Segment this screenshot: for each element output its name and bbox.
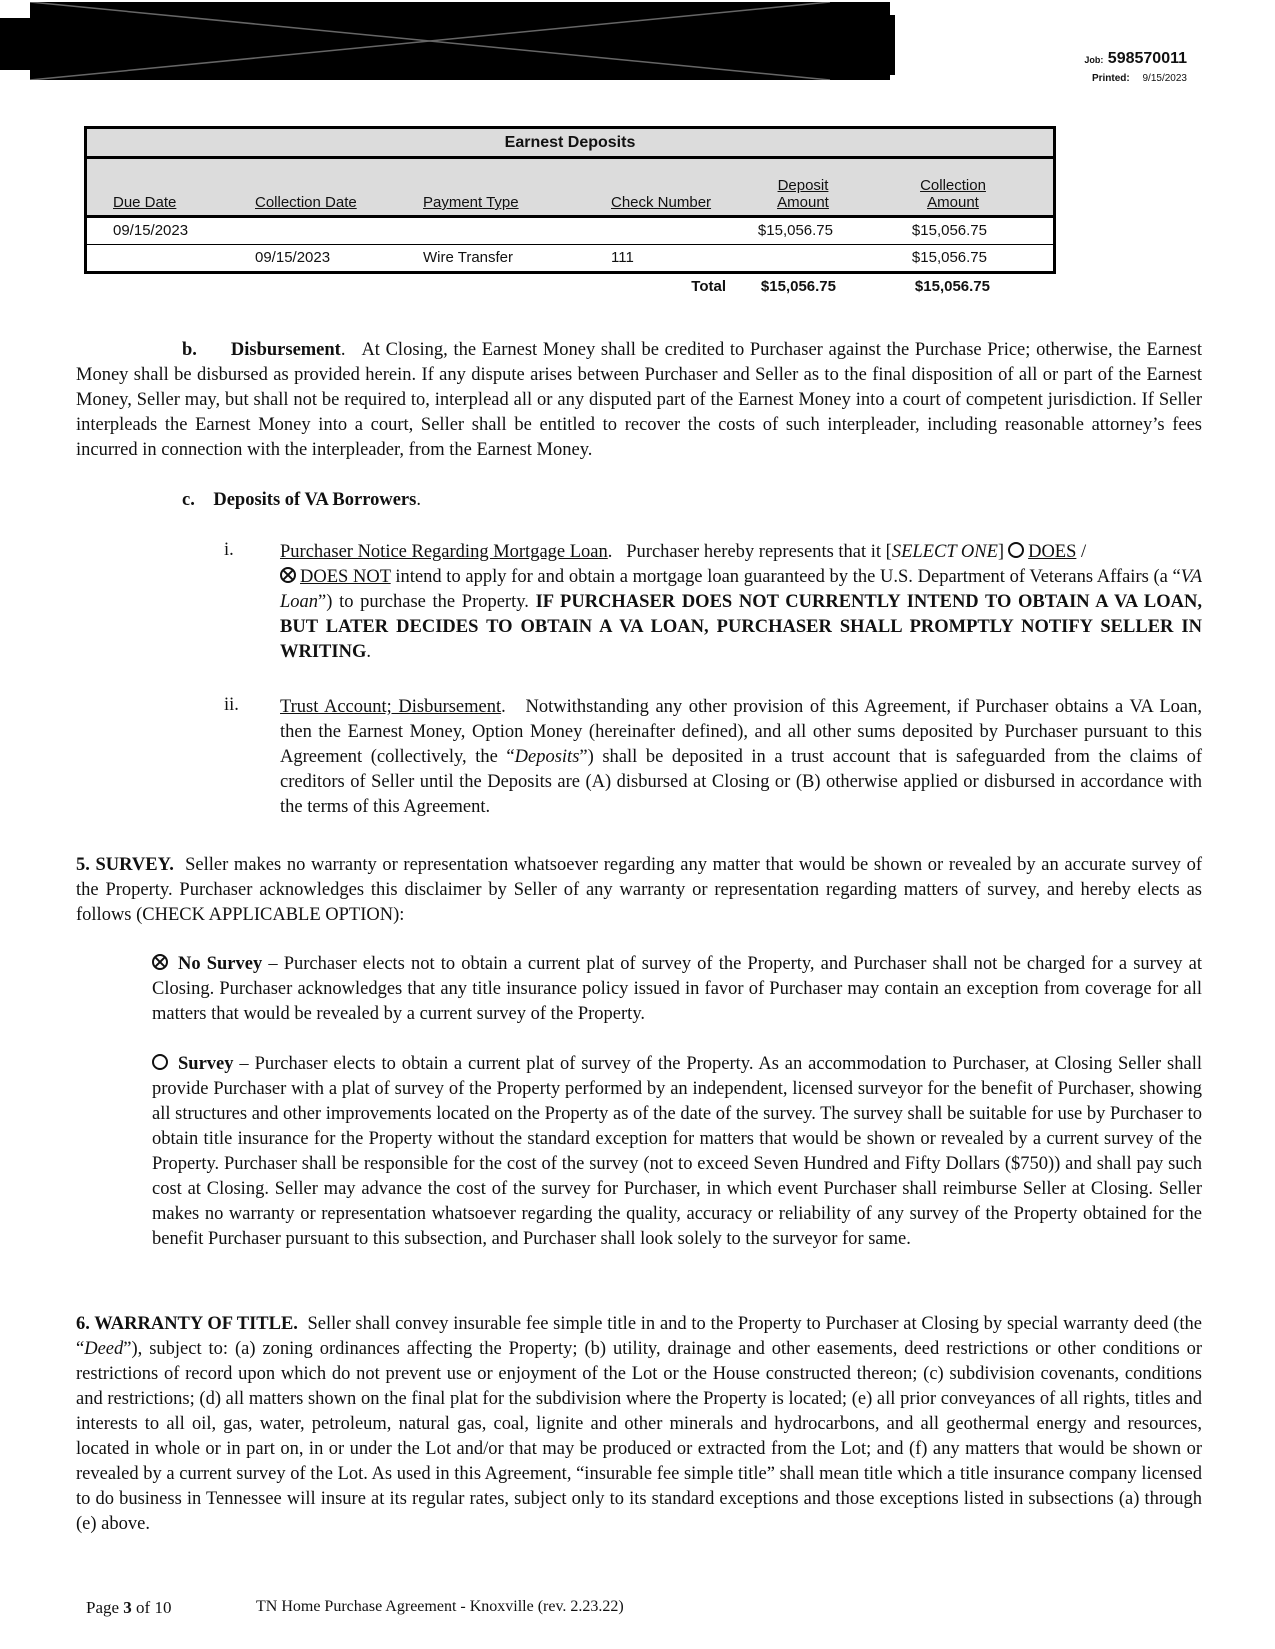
option-survey <box>152 1052 1202 1252</box>
table-row <box>87 218 1053 244</box>
option-does-not: DOES NOT <box>300 567 391 587</box>
col-due-date: Due Date <box>113 194 177 211</box>
section-5-text: Seller makes no warranty or representation whatsoever regarding any matter that would be shown or revealed by an accurate survey of the Property. Purchaser acknowledges this disclaimer by Seller of any warranty or representation regarding matters of survey, and hereby elects as follows (CHECK APPLICABLE OPTION): <box>76 855 1202 925</box>
col-check-number: Check Number <box>611 194 712 211</box>
item-ii-number: ii. <box>224 695 239 715</box>
item-ii-trust-account: Trust Account; Disbursement. Notwithstanding any other provision of this Agreement, if Purchaser obtains a VA Loan, then the Earnest Money, Option Money (hereinafter defined), and all other sums deposited by Purchaser pursuant to this Agreement (collectively, the “Deposits”) shall be deposited in a trust account that is safeguarded from the claims of creditors of Seller until the Deposits are (A) disbursed at Closing or (B) otherwise applied or disbursed in accordance with the terms of this Agreement. <box>280 697 1203 817</box>
total-collection: $15,056.75 <box>914 278 990 295</box>
section-b-letter: b. <box>182 340 197 360</box>
table-title: Earnest Deposits <box>87 129 1053 159</box>
item-i-text-b: intend to apply for and obtain a mortgage loan guaranteed by the U.S. Department of Veterans Affairs (a “ <box>395 567 1181 587</box>
item-i-text-c: ”) to purchase the Property. <box>318 592 536 612</box>
printed-label: Printed: <box>1091 73 1130 84</box>
page-current: 3 <box>123 1598 132 1617</box>
section-5-heading: 5. SURVEY. <box>76 855 174 875</box>
option-no-survey <box>152 952 1202 1027</box>
section-c-title: Deposits of VA Borrowers <box>213 490 417 510</box>
section-6-heading: 6. WARRANTY OF TITLE. <box>76 1314 298 1334</box>
no-survey-label: No Survey <box>178 954 263 974</box>
item-i-heading: Purchaser Notice Regarding Mortgage Loan <box>280 542 608 562</box>
job-label: Job: <box>1084 55 1104 65</box>
page-suffix: of 10 <box>131 1598 172 1617</box>
cell-collection-amount: $15,056.75 <box>911 249 987 266</box>
survey-label: Survey <box>178 1054 234 1074</box>
radio-does-not-checked-icon[interactable] <box>280 567 296 583</box>
section-b-heading: Disbursement <box>230 340 341 360</box>
item-ii-text-b: ”) shall be deposited in a trust account that is safeguarded from the claims of creditors of Seller until the Deposits are (A) disbursed at Closing or (B) otherwise applied or disbursed in accordance with the terms of this Agreement. <box>280 747 1202 817</box>
doc-title-footer: TN Home Purchase Agreement - Knoxville (rev. 2.23.22) <box>256 1598 624 1615</box>
printed-value: 9/15/2023 <box>1142 73 1187 84</box>
table-total-row <box>84 274 1056 302</box>
page-number <box>86 1598 171 1618</box>
item-i-va-notice: Purchaser Notice Regarding Mortgage Loan. Purchaser hereby represents that it [SELECT ONE] DOES / DOES NOT intend to apply for and obtain a mortgage loan guaranteed by the U.S. Department of Veterans Affairs (a “VA Loan”) to purchase the Property. IF PURCHASER DOES NOT CURRENTLY INTEND TO OBTAIN A VA LOAN, BUT LATER DECIDES TO OBTAIN A VA LOAN, PURCHASER SHALL PROMPTLY NOTIFY SELLER IN WRITING. <box>280 542 1202 662</box>
section-6-text: Seller shall convey insurable fee simple title in and to the Property to Purchaser at Closing by special warranty deed (the “ <box>76 1314 1203 1359</box>
table-header <box>87 159 1053 218</box>
va-loan-term: VA Loan <box>280 567 1202 612</box>
cell-collection-date: 09/15/2023 <box>255 249 331 266</box>
cell-due-date: 09/15/2023 <box>113 222 189 239</box>
select-one-label: SELECT ONE <box>891 542 998 562</box>
section-c-letter: c. <box>182 490 195 510</box>
printed-date <box>1092 73 1187 84</box>
no-survey-text: – Purchaser elects not to obtain a current plat of survey of the Property, and Purchaser shall not be charged for a survey at Closing. Purchaser acknowledges that any title insurance policy issued in favor of Purchaser may contain an exception from coverage for all matters that would be revealed by a current survey of the Property. <box>152 954 1202 1024</box>
item-i-text: Purchaser hereby represents that it [ <box>626 542 892 562</box>
cell-check-number: 111 <box>611 249 634 266</box>
section-c-heading: c. Deposits of VA Borrowers. <box>182 490 421 510</box>
no-survey-checked-icon[interactable] <box>152 954 168 970</box>
job-number <box>1084 50 1187 68</box>
earnest-deposits-table <box>84 126 1056 302</box>
deed-term: Deed <box>84 1339 124 1359</box>
option-does: DOES <box>1028 542 1077 562</box>
col-payment-type: Payment Type <box>423 194 519 211</box>
item-ii-heading: Trust Account; Disbursement <box>280 697 502 717</box>
deposits-term: Deposits <box>514 747 580 767</box>
col-deposit-amount: Deposit Amount <box>777 177 829 211</box>
item-ii-text: Notwithstanding any other provision of this Agreement, if Purchaser obtains a VA Loan, then the Earnest Money, Option Money (hereinafter defined), and all other sums deposited by Purchaser pursuant to this Agreement (collectively, the “ <box>280 697 1203 767</box>
survey-text: – Purchaser elects to obtain a current plat of survey of the Property. As an accommodation to Purchaser, at Closing Seller shall provide Purchaser with a plat of survey of the Property performed by an independent, licensed surveyor for the benefit of Purchaser, showing all structures and other improvements located on the Property as of the date of the survey. The survey shall be suitable for use by Purchaser to obtain title insurance for the Property without the standard exception for matters that would be shown or revealed by a current survey of the Property. Purchaser shall be responsible for the cost of the survey (not to exceed Seven Hundred and Fifty Dollars ($750)) and shall pay such cost at Closing. Seller may advance the cost of the survey for Purchaser, in which event Purchaser shall reimburse Seller at Closing. Seller makes no warranty or representation whatsoever regarding the quality, accuracy or reliability of any survey of the Property obtained for the benefit Purchaser pursuant to this subsection, and Purchaser shall look solely to the surveyor for same. <box>152 1054 1203 1249</box>
cell-deposit-amount: $15,056.75 <box>757 222 833 239</box>
section-5-survey <box>76 853 1202 928</box>
section-6-warranty <box>76 1312 1202 1537</box>
total-label: Total <box>691 278 726 295</box>
cell-collection-amount: $15,056.75 <box>911 222 987 239</box>
col-collection-date: Collection Date <box>255 194 357 211</box>
redaction-cross-icon <box>30 2 890 80</box>
page-prefix: Page <box>86 1598 124 1617</box>
section-b-text: At Closing, the Earnest Money shall be credited to Purchaser against the Purchase Price; otherwise, the Earnest Money shall be disbursed as provided herein. If any dispute arises between Purchaser and Seller as to the final disposition of all or part of the Earnest Money, Seller may, but shall not be required to, interplead all or any disputed part of the Earnest Money into a court of competent jurisdiction. If Seller interpleads the Earnest Money into a court, Seller shall be entitled to recover the costs of such interpleader, including reasonable attorney’s fees incurred in connection with the interpleader, from the Earnest Money. <box>76 340 1203 460</box>
cell-payment-type: Wire Transfer <box>423 249 514 266</box>
section-b-disbursement: b. Disbursement. At Closing, the Earnest Money shall be credited to Purchaser against the Purchase Price; otherwise, the Earnest Money shall be disbursed as provided herein. If any dispute arises between Purchaser and Seller as to the final disposition of all or part of the Earnest Money, Seller may, but shall not be required to, interplead all or any disputed part of the Earnest Money into a court of competent jurisdiction. If Seller interpleads the Earnest Money into a court, Seller shall be entitled to recover the costs of such interpleader, including reasonable attorney’s fees incurred in connection with the interpleader, from the Earnest Money. <box>76 340 1203 460</box>
job-value: 598570011 <box>1107 50 1187 67</box>
col-collection-amount: Collection Amount <box>920 177 986 211</box>
va-bold-notice: IF PURCHASER DOES NOT CURRENTLY INTEND TO OBTAIN A VA LOAN, BUT LATER DECIDES TO OBTAIN A VA LOAN, PURCHASER SHALL PROMPTLY NOTIFY SELLER IN WRITING <box>280 592 1202 662</box>
item-i-number: i. <box>224 540 234 560</box>
table-row <box>87 244 1053 271</box>
radio-does-icon[interactable] <box>1008 542 1024 558</box>
total-deposit: $15,056.75 <box>760 278 836 295</box>
survey-radio-icon[interactable] <box>152 1054 168 1070</box>
section-6-text-b: ”), subject to: (a) zoning ordinances affecting the Property; (b) utility, drainage and other easements, deed restrictions or other conditions or restrictions of record upon which do not prevent use or enjoyment of the Lot or the House constructed thereon; (c) subdivision covenants, conditions and restrictions; (d) all matters shown on the final plat for the subdivision where the Property is located; (e) all prior conveyances of all rights, titles and interests to all oil, gas, water, petroleum, natural gas, coal, lignite and other minerals and hydrocarbons, and all geothermal energy and resources, located in whole or in part on, in or under the Lot and/or that may be produced or extracted from the Lot; and (f) any matters that would be shown or revealed by a current survey of the Lot. As used in this Agreement, “insurable fee simple title” shall mean title which a title insurance company licensed to do business in Tennessee will insure at its regular rates, subject only to its standard exceptions and those exceptions listed in subsections (a) through (e) above. <box>76 1339 1202 1534</box>
